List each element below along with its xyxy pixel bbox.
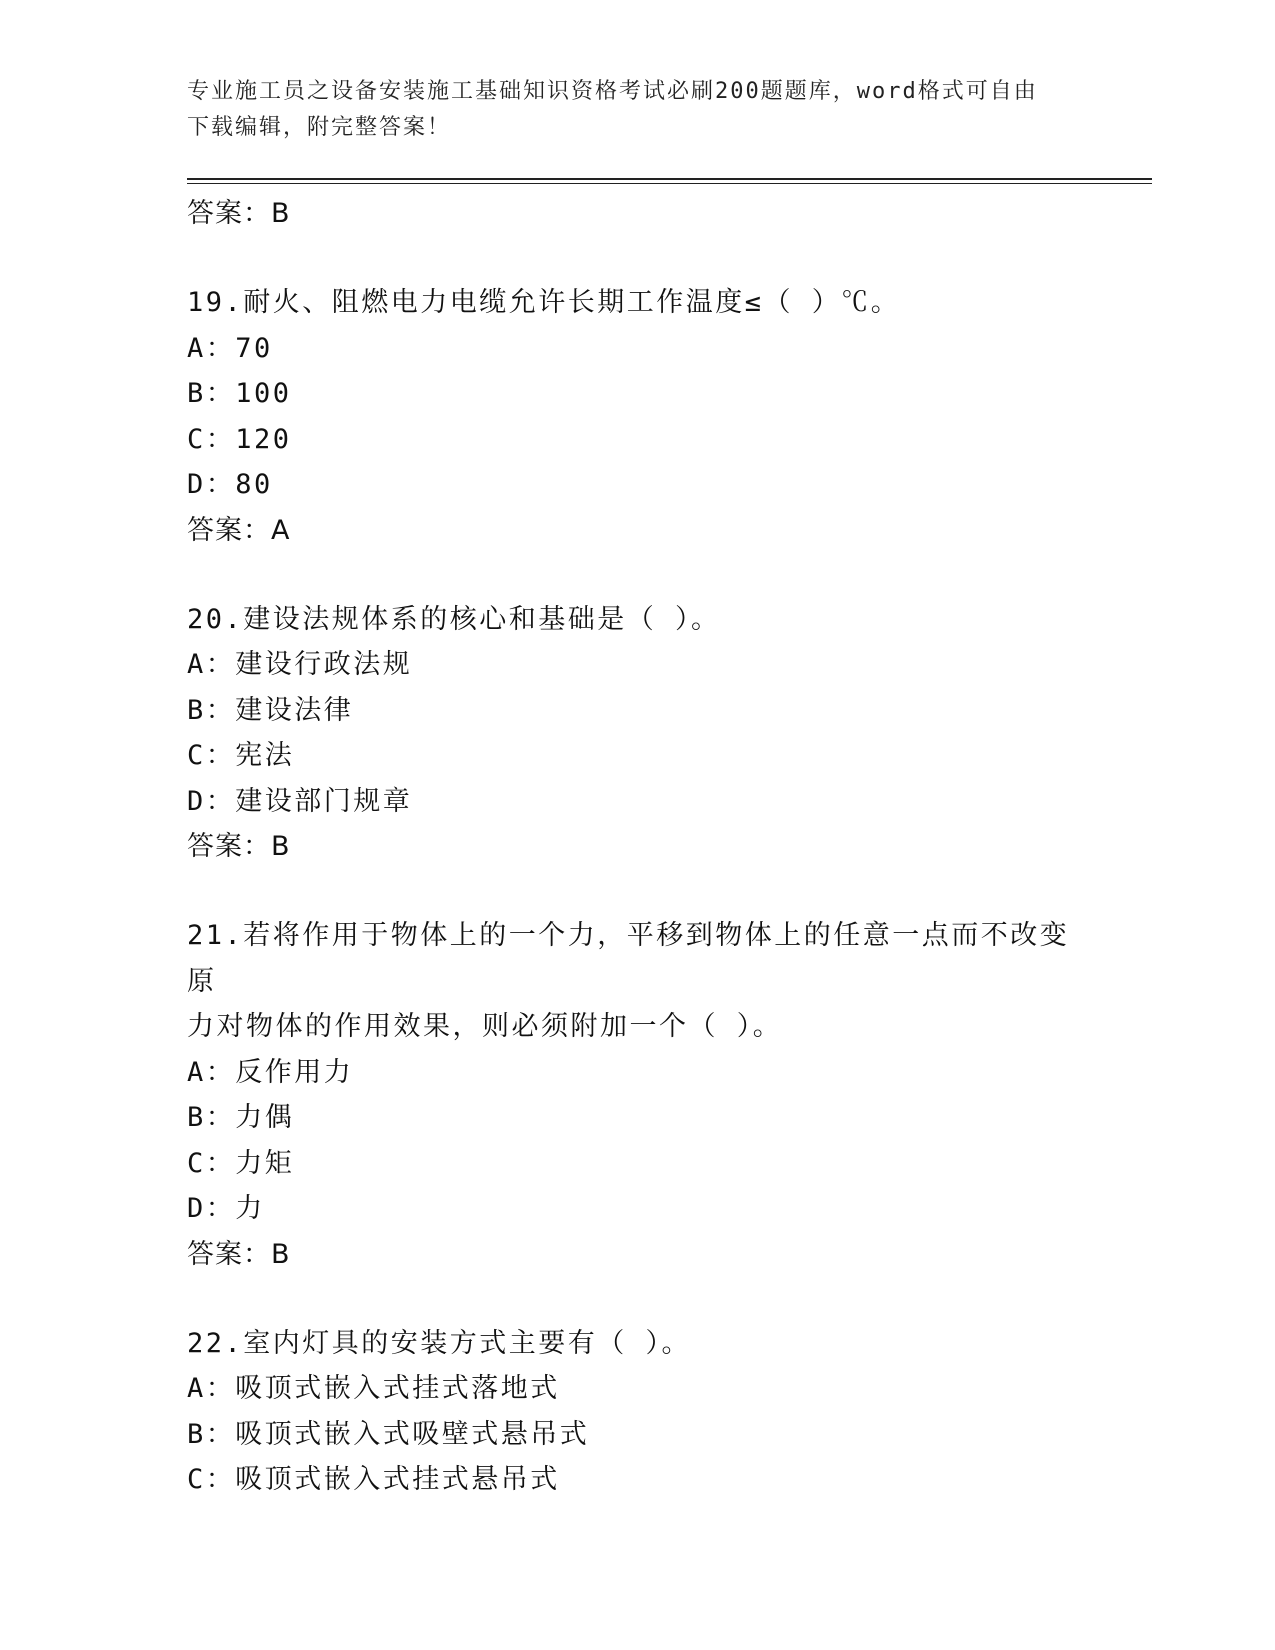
option-b: B：吸顶式嵌入式吸壁式悬吊式 [187, 1418, 590, 1450]
option-b: B：力偶 [187, 1102, 295, 1133]
option-c: C：吸顶式嵌入式挂式悬吊式 [187, 1464, 560, 1495]
question-stem: 19.耐火、阻燃电力电缆允许长期工作温度≤（ ）℃。 [187, 287, 901, 318]
answer-line [187, 508, 1087, 554]
question-list [187, 191, 1087, 1503]
option-a: A：吸顶式嵌入式挂式落地式 [187, 1373, 560, 1404]
option-c: C：宪法 [187, 740, 295, 771]
spacer [187, 237, 1087, 280]
answer-value: A [271, 514, 290, 546]
option-b: B：建设法律 [187, 694, 354, 726]
question-block [187, 913, 1087, 1278]
answer-value: B [271, 198, 290, 229]
answer-line [187, 824, 1087, 870]
spacer [187, 1278, 1087, 1321]
option-a: A：反作用力 [187, 1056, 354, 1088]
header-divider-thin [187, 183, 1152, 184]
question-stem: 22.室内灯具的安装方式主要有（ ）。 [187, 1327, 692, 1359]
question-block [187, 280, 1087, 554]
answer-label: 答案： [187, 198, 271, 229]
question-stem-line-2: 力对物体的作用效果，则必须附加一个（ ）。 [187, 1011, 783, 1042]
header-line-2: 下载编辑，附完整答案！ [187, 115, 452, 140]
answer-value: B [271, 831, 290, 862]
document-header [187, 74, 1087, 146]
option-d: D：力 [187, 1193, 265, 1224]
option-c: C：力矩 [187, 1147, 295, 1179]
answer-label: 答案： [187, 831, 271, 862]
answer-label: 答案： [187, 514, 271, 546]
answer-label: 答案： [187, 1238, 271, 1270]
header-line-1: 专业施工员之设备安装施工基础知识资格考试必刷200题题库，word格式可自由 [187, 79, 1038, 104]
option-b: B：100 [187, 378, 292, 409]
question-block [187, 597, 1087, 871]
option-d: D：80 [187, 469, 273, 500]
spacer [187, 554, 1087, 597]
header-divider-thick [187, 178, 1152, 180]
answer-line [187, 1232, 1087, 1278]
answer-value: B [271, 1238, 290, 1270]
option-a: A：70 [187, 332, 273, 364]
answer-line [187, 191, 1087, 237]
option-a: A：建设行政法规 [187, 649, 413, 680]
question-stem-line-1: 21.若将作用于物体上的一个力，平移到物体上的任意一点而不改变原 [187, 920, 1070, 997]
spacer [187, 870, 1087, 913]
option-d: D：建设部门规章 [187, 785, 413, 817]
question-stem: 20.建设法规体系的核心和基础是（ ）。 [187, 603, 721, 635]
question-block [187, 1321, 1087, 1503]
option-c: C：120 [187, 423, 292, 455]
